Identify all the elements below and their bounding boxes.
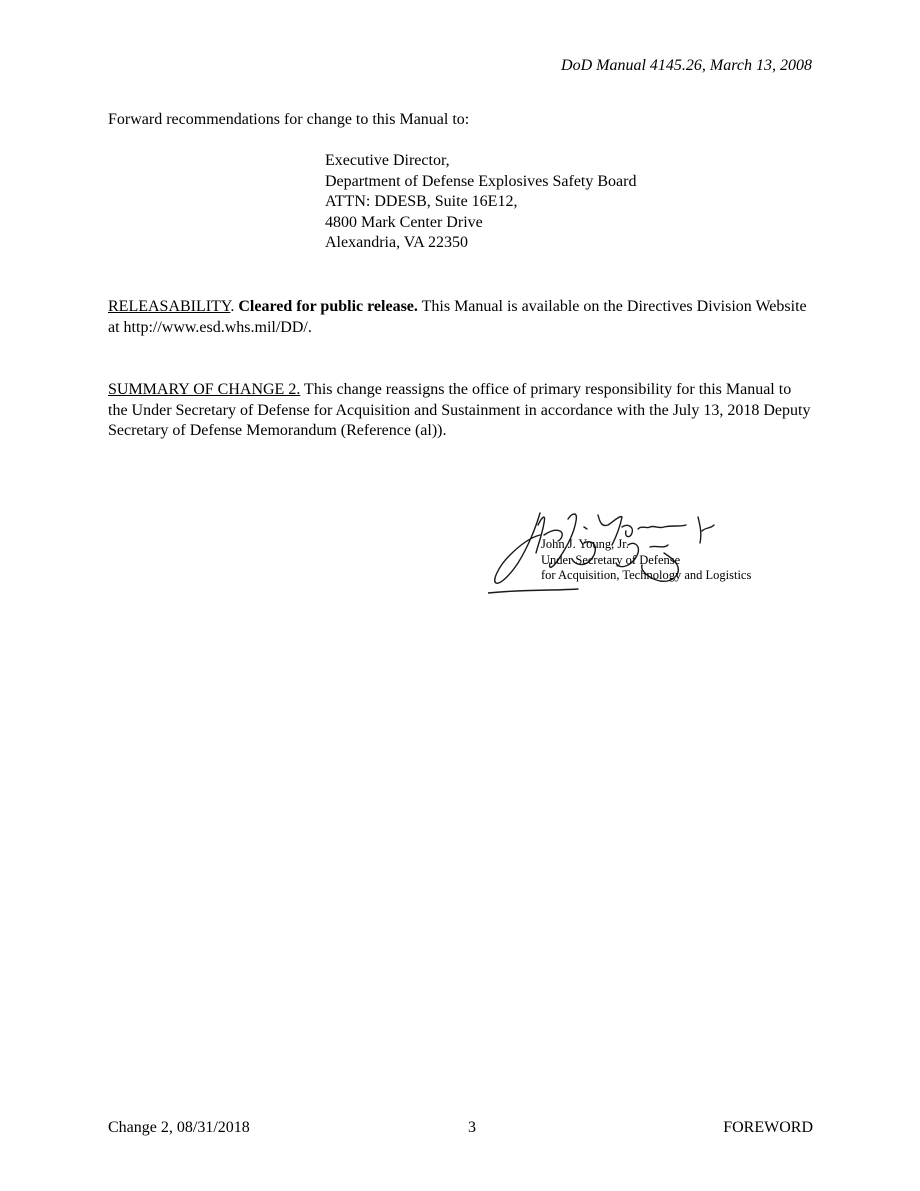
signatory-name: John J. Young, Jr. [541,537,629,551]
signatory-title-2: for Acquisition, Technology and Logistics [541,568,752,582]
forward-recommendations-intro: Forward recommendations for change to this Manual to: [108,111,470,128]
summary-of-change-body: This change reassigns the office of primary responsibility for this Manual to the Under Secretary of Defense for Acquisition and Sustainment in accordance with the July 13, 2018 Deputy Secretary of Defense Memorandum (Reference (al)). [108,381,811,439]
address-line: 4800 Mark Center Drive [325,213,483,231]
summary-of-change-paragraph [108,380,813,442]
address-line: Department of Defense Explosives Safety Board [325,172,637,190]
signature-text [541,537,751,584]
page-footer [108,1118,813,1140]
signature-block [488,505,788,600]
releasability-cleared-text: Cleared for public release. [238,298,418,315]
footer-page-number: 3 [468,1119,476,1136]
footer-section: FOREWORD [723,1119,813,1136]
releasability-paragraph: RELEASABILITY. Cleared for public release. This Manual is available on the Directives Division Website at http://www.esd.whs.mil/DD/. [108,298,807,336]
releasability-heading: RELEASABILITY [108,298,231,315]
summary-of-change-heading: SUMMARY OF CHANGE 2. [108,381,301,398]
address-line: ATTN: DDESB, Suite 16E12, [325,193,518,210]
address-block [325,151,636,254]
footer-change-info: Change 2, 08/31/2018 [108,1119,250,1136]
address-line: Executive Director, [325,152,450,169]
address-line: Alexandria, VA 22350 [325,234,468,251]
running-header: DoD Manual 4145.26, March 13, 2008 [561,57,812,74]
releasability-body: This Manual is available on the Directives Division Website at http://www.esd.whs.mil/DD/. [108,298,807,336]
signatory-title-1: Under Secretary of Defense [541,552,681,567]
